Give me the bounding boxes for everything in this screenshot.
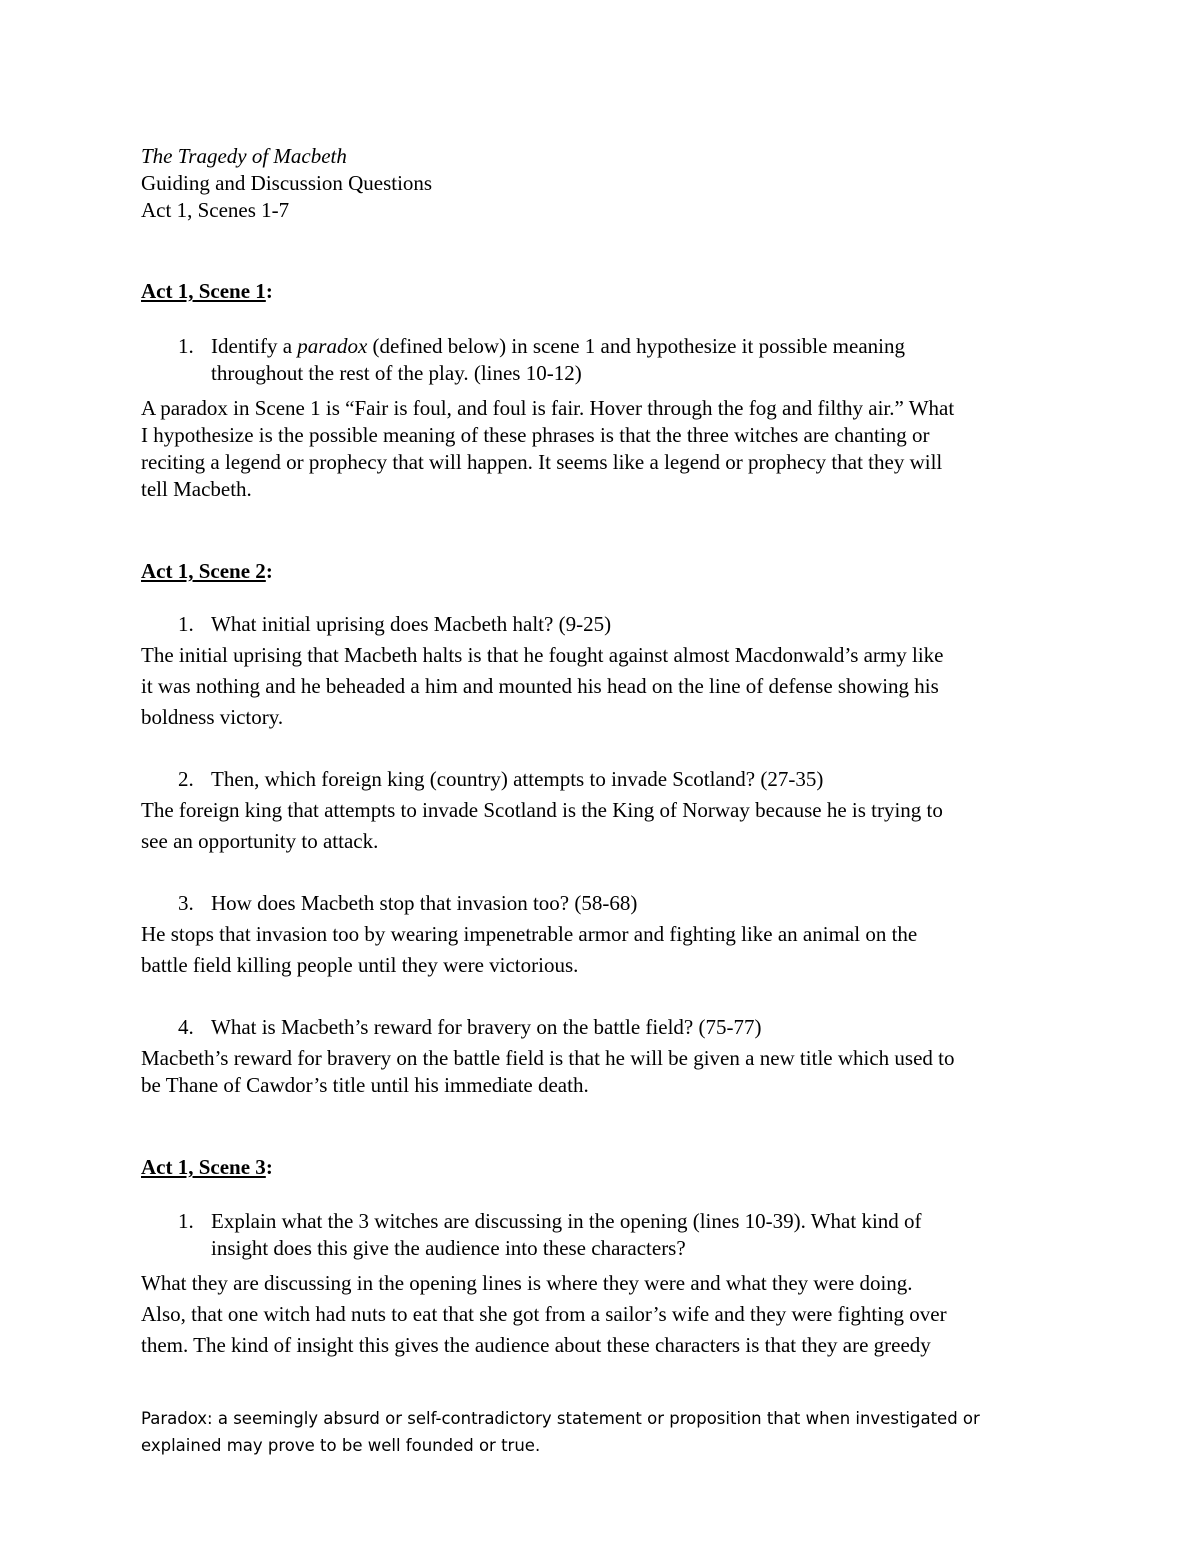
footnote-line: Paradox: a seemingly absurd or self-contradictory statement or proposition that when investigated or bbox=[141, 1409, 980, 1428]
scene-2-heading-colon: : bbox=[265, 559, 273, 583]
question-number: 1. bbox=[178, 612, 194, 636]
footnote-line: explained may prove to be well founded or true. bbox=[141, 1436, 541, 1455]
answer-line: reciting a legend or prophecy that will happen. It seems like a legend or prophecy that they will bbox=[141, 450, 943, 474]
scene-2-heading-text: Act 1, Scene 2 bbox=[141, 559, 266, 583]
answer-line: Also, that one witch had nuts to eat that she got from a sailor’s wife and they were fighting over bbox=[141, 1302, 947, 1326]
scene-3-question-1 bbox=[178, 1208, 922, 1262]
document-scope: Act 1, Scenes 1-7 bbox=[141, 198, 290, 222]
answer-line: A paradox in Scene 1 is “Fair is foul, and foul is fair. Hover through the fog and filthy air.” What bbox=[141, 396, 955, 420]
document-title: The Tragedy of Macbeth bbox=[141, 144, 347, 168]
scene-1-answer-1 bbox=[141, 395, 1071, 503]
scene-1-heading-colon: : bbox=[265, 279, 273, 303]
question-text-continued: insight does this give the audience into these characters? bbox=[211, 1236, 686, 1260]
scene-1-heading bbox=[141, 278, 273, 305]
scene-2-question-1 bbox=[178, 611, 611, 638]
question-number: 1. bbox=[178, 1209, 194, 1233]
answer-line: The initial uprising that Macbeth halts is that he fought against almost Macdonwald’s army like bbox=[141, 643, 944, 667]
question-text-continued: throughout the rest of the play. (lines 10-12) bbox=[211, 361, 582, 385]
scene-3-heading-colon: : bbox=[265, 1155, 273, 1179]
question-text: How does Macbeth stop that invasion too? (58-68) bbox=[211, 891, 638, 915]
question-text-emphasis: paradox bbox=[297, 334, 368, 358]
scene-1-question-1 bbox=[178, 333, 905, 387]
question-text-post: (defined below) in scene 1 and hypothesize it possible meaning bbox=[367, 334, 905, 358]
scene-2-answer-4 bbox=[141, 1045, 1071, 1099]
answer-line: What they are discussing in the opening lines is where they were and what they were doing. bbox=[141, 1271, 913, 1295]
scene-2-question-3 bbox=[178, 890, 637, 917]
answer-line: Macbeth’s reward for bravery on the battle field is that he will be given a new title which used to bbox=[141, 1046, 955, 1070]
answer-line: I hypothesize is the possible meaning of these phrases is that the three witches are chanting or bbox=[141, 423, 930, 447]
question-text: Explain what the 3 witches are discussing in the opening (lines 10-39). What kind of bbox=[211, 1209, 922, 1233]
scene-1-heading-text: Act 1, Scene 1 bbox=[141, 279, 266, 303]
scene-2-answer-1 bbox=[141, 640, 1071, 733]
answer-line: The foreign king that attempts to invade Scotland is the King of Norway because he is trying to bbox=[141, 798, 943, 822]
answer-line: boldness victory. bbox=[141, 705, 284, 729]
question-number: 3. bbox=[178, 891, 194, 915]
question-number: 1. bbox=[178, 334, 194, 358]
answer-line: tell Macbeth. bbox=[141, 477, 252, 501]
paradox-definition-footnote bbox=[141, 1405, 980, 1459]
scene-2-question-2 bbox=[178, 766, 823, 793]
scene-3-heading-text: Act 1, Scene 3 bbox=[141, 1155, 266, 1179]
question-number: 2. bbox=[178, 767, 194, 791]
answer-line: battle field killing people until they were victorious. bbox=[141, 953, 579, 977]
document-header bbox=[141, 143, 1081, 224]
question-text: What is Macbeth’s reward for bravery on the battle field? (75-77) bbox=[211, 1015, 762, 1039]
document-subtitle: Guiding and Discussion Questions bbox=[141, 171, 433, 195]
answer-line: it was nothing and he beheaded a him and mounted his head on the line of defense showing his bbox=[141, 674, 939, 698]
answer-line: see an opportunity to attack. bbox=[141, 829, 379, 853]
question-number: 4. bbox=[178, 1015, 194, 1039]
scene-2-heading bbox=[141, 558, 273, 585]
question-text: Then, which foreign king (country) attempts to invade Scotland? (27-35) bbox=[211, 767, 824, 791]
answer-line: be Thane of Cawdor’s title until his immediate death. bbox=[141, 1073, 589, 1097]
scene-2-question-4 bbox=[178, 1014, 761, 1041]
question-text-pre: Identify a bbox=[211, 334, 298, 358]
answer-line: He stops that invasion too by wearing impenetrable armor and fighting like an animal on the bbox=[141, 922, 918, 946]
question-text: What initial uprising does Macbeth halt? (9-25) bbox=[211, 612, 612, 636]
scene-3-answer-1 bbox=[141, 1268, 1071, 1361]
scene-2-answer-3 bbox=[141, 919, 1071, 981]
scene-2-answer-2 bbox=[141, 795, 1071, 857]
answer-line: them. The kind of insight this gives the audience about these characters is that they are greedy bbox=[141, 1333, 931, 1357]
scene-3-heading bbox=[141, 1154, 273, 1181]
